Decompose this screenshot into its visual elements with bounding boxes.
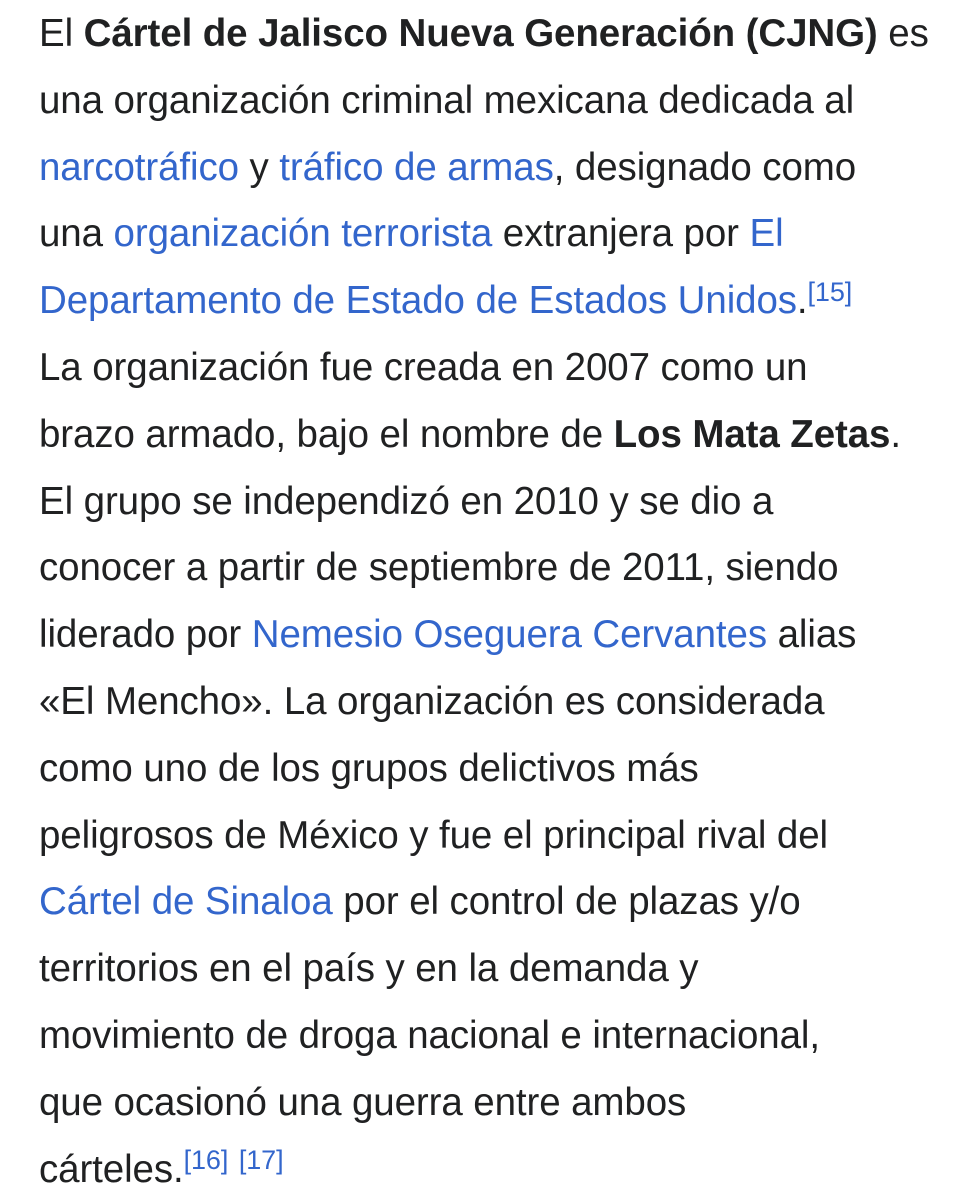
text-line xyxy=(39,201,939,268)
text-run: movimiento de droga nacional e internacional, xyxy=(39,1013,820,1057)
text-run: y xyxy=(238,145,280,189)
text-run: alias xyxy=(767,613,857,657)
text-line xyxy=(39,402,939,469)
text-run: «El Mencho». La organización es considerada xyxy=(39,679,825,723)
text-run: peligrosos de México y fue el principal rival del xyxy=(39,813,829,857)
text-run: , designado como xyxy=(553,145,857,189)
reference-16 xyxy=(184,1145,229,1175)
text-run: . xyxy=(796,279,808,323)
text-line xyxy=(39,602,939,669)
text-line xyxy=(39,1003,939,1070)
text-run: liderado por xyxy=(39,613,252,657)
bold-term-cjng: (CJNG) xyxy=(745,12,878,55)
text-run: cárteles. xyxy=(39,1147,184,1191)
reference-17 xyxy=(239,1145,284,1175)
text-line xyxy=(39,535,939,602)
reference-15 xyxy=(808,277,853,307)
text-run: una organización criminal mexicana dedicada al xyxy=(39,78,855,122)
text-run: una xyxy=(39,212,114,256)
text-line xyxy=(39,135,939,202)
link-nemesio-oseguera-cervantes[interactable]: Nemesio Oseguera Cervantes xyxy=(251,613,767,657)
text-line xyxy=(39,736,939,803)
text-line xyxy=(39,936,939,1003)
lead-paragraph xyxy=(39,0,939,1203)
text-line xyxy=(39,335,939,402)
bold-term-cartel-name: Cártel de Jalisco Nueva Generación xyxy=(83,12,736,55)
text-run: La organización fue creada en 2007 como un xyxy=(39,345,808,389)
bold-term-los-mata-zetas: Los Mata Zetas xyxy=(613,412,891,456)
text-run: como uno de los grupos delictivos más xyxy=(39,746,699,790)
text-run: extranjera por xyxy=(492,212,750,256)
text-line xyxy=(39,869,939,936)
text-run: es xyxy=(877,12,929,55)
link-trafico-de-armas[interactable]: tráfico de armas xyxy=(279,145,554,189)
article-body xyxy=(39,0,939,1203)
reference-link-17[interactable]: [17] xyxy=(238,1145,284,1176)
link-narcotrafico[interactable]: narcotráfico xyxy=(39,145,239,189)
text-line xyxy=(39,1137,939,1203)
text-run: brazo armado, bajo el nombre de xyxy=(39,412,614,456)
link-departamento-de-estado-part1[interactable]: El xyxy=(749,212,784,256)
text-run xyxy=(735,12,746,55)
text-line xyxy=(39,803,939,870)
text-run xyxy=(228,1148,239,1191)
text-line xyxy=(39,669,939,736)
link-departamento-de-estado-part2[interactable]: Departamento de Estado de Estados Unidos xyxy=(39,279,797,323)
reference-link-16[interactable]: [16] xyxy=(183,1145,229,1176)
text-run: territorios en el país y en la demanda y xyxy=(39,947,699,991)
reference-link-15[interactable]: [15] xyxy=(807,277,853,308)
link-organizacion-terrorista[interactable]: organización terrorista xyxy=(113,212,493,256)
text-line xyxy=(39,469,939,536)
text-run: . xyxy=(890,412,901,456)
text-line xyxy=(39,1,939,68)
link-cartel-de-sinaloa[interactable]: Cártel de Sinaloa xyxy=(39,880,333,924)
text-run: El xyxy=(39,12,84,55)
text-run: El grupo se independizó en 2010 y se dio a xyxy=(39,479,774,523)
text-run: que ocasionó una guerra entre ambos xyxy=(39,1080,687,1124)
text-run: conocer a partir de septiembre de 2011, siendo xyxy=(39,546,839,590)
text-line xyxy=(39,268,939,335)
text-line xyxy=(39,1070,939,1137)
text-line xyxy=(39,68,939,135)
text-run: por el control de plazas y/o xyxy=(332,880,801,924)
